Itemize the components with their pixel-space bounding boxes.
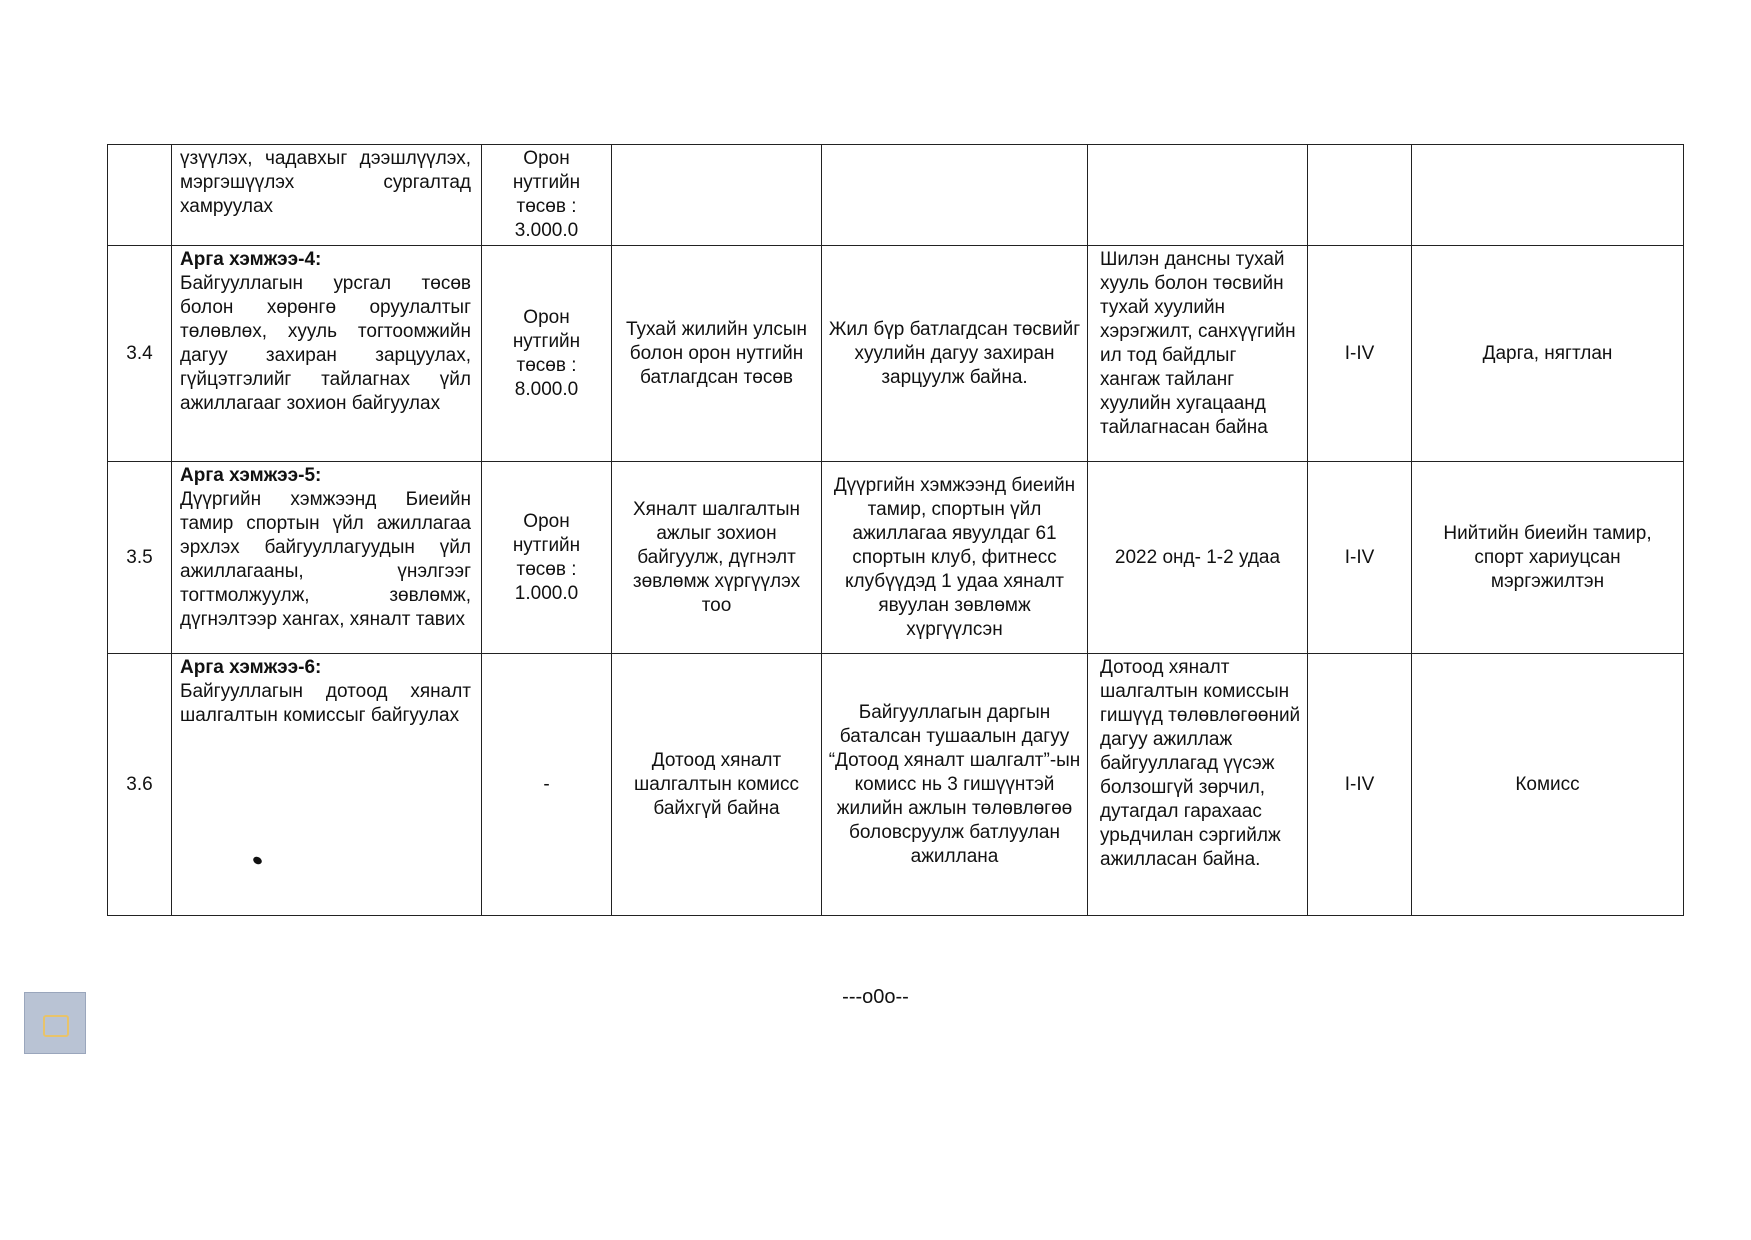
budget-cell: - [482, 654, 612, 916]
table-row [108, 246, 1684, 462]
baseline-cell: Дотоод хяналт шалгалтын комисс байхгүй байна [612, 654, 822, 916]
measure-description: Байгууллагын дотоод хяналт шалгалтын комиссыг байгуулах [180, 681, 471, 726]
measure-title: Арга хэмжээ-6: [180, 657, 322, 678]
row-number: 3.4 [108, 246, 172, 462]
budget-cell: Орон нутгийн төсөв : 8.000.0 [482, 246, 612, 462]
responsible-cell: Комисс [1412, 654, 1684, 916]
indicator-cell [1088, 145, 1308, 246]
measure-description: Байгууллагын урсгал төсөв болон хөрөнгө оруулалтыг төлөвлөх, хууль тогтоомжийн дагуу захиран зарцуулах, гүйцэтгэлийг тайлагнах үйл ажиллагааг зохион байгуулах [180, 273, 471, 414]
table-row [108, 462, 1684, 654]
budget-cell: Орон нутгийн төсөв : 3.000.0 [482, 145, 612, 246]
measure-cell [172, 462, 482, 654]
period-cell: I-IV [1308, 462, 1412, 654]
measure-description: үзүүлэх, чадавхыг дээшлүүлэх, мэргэшүүлэх сургалтад хамруулах [180, 148, 471, 217]
measure-cell [172, 145, 482, 246]
measure-cell [172, 654, 482, 916]
baseline-cell [612, 145, 822, 246]
period-cell [1308, 145, 1412, 246]
emblem-stamp-icon [24, 992, 86, 1054]
target-cell [822, 145, 1088, 246]
emblem-inner-icon [43, 1015, 69, 1037]
baseline-cell: Тухай жилийн улсын болон орон нутгийн батлагдсан төсөв [612, 246, 822, 462]
table-row [108, 145, 1684, 246]
measure-cell [172, 246, 482, 462]
budget-cell: Орон нутгийн төсөв : 1.000.0 [482, 462, 612, 654]
indicator-cell: Шилэн дансны тухай хууль болон төсвийн тухай хуулийн хэрэгжилт, санхүүгийн ил тод байдлыг хангаж тайланг хуулийн хугацаанд тайлагнасан байна [1088, 246, 1308, 462]
responsible-cell: Нийтийн биеийн тамир, спорт хариуцсан мэргэжилтэн [1412, 462, 1684, 654]
period-cell: I-IV [1308, 246, 1412, 462]
measure-title: Арга хэмжээ-4: [180, 249, 322, 270]
period-cell: I-IV [1308, 654, 1412, 916]
target-cell: Дүүргийн хэмжээнд биеийн тамир, спортын үйл ажиллагаа явуулдаг 61 спортын клуб, фитнесс клубүүдэд 1 удаа хяналт явуулан зөвлөмж хүргүүлсэн [822, 462, 1088, 654]
end-marker: ---o0o-- [842, 986, 909, 1008]
baseline-cell: Хяналт шалгалтын ажлыг зохион байгуулж, дүгнэлт зөвлөмж хүргүүлэх тоо [612, 462, 822, 654]
action-plan-table [107, 144, 1684, 916]
target-cell: Байгууллагын даргын баталсан тушаалын дагуу “Дотоод хяналт шалгалт”-ын комисс нь 3 гишүүнтэй жилийн ажлын төлөвлөгөө боловсруулж батлуулан ажиллана [822, 654, 1088, 916]
indicator-cell: 2022 онд- 1-2 удаа [1088, 462, 1308, 654]
target-cell: Жил бүр батлагдсан төсвийг хуулийн дагуу захиран зарцуулж байна. [822, 246, 1088, 462]
row-number [108, 145, 172, 246]
indicator-cell: Дотоод хяналт шалгалтын комиссын гишүүд төлөвлөгөөний дагуу ажиллаж байгууллагад үүсэж болзошгүй зөрчил, дутагдал гарахаас урьдчилан сэргийлж ажилласан байна. [1088, 654, 1308, 916]
measure-title: Арга хэмжээ-5: [180, 465, 322, 486]
table-row [108, 654, 1684, 916]
row-number: 3.5 [108, 462, 172, 654]
responsible-cell: Дарга, нягтлан [1412, 246, 1684, 462]
measure-description: Дүүргийн хэмжээнд Биеийн тамир спортын үйл ажиллагаа эрхлэх байгууллагуудын үйл ажиллагааны, үнэлгээг тогтмолжуулж, зөвлөмж, дүгнэлтээр хангах, хяналт тавих [180, 489, 471, 630]
responsible-cell [1412, 145, 1684, 246]
row-number: 3.6 [108, 654, 172, 916]
